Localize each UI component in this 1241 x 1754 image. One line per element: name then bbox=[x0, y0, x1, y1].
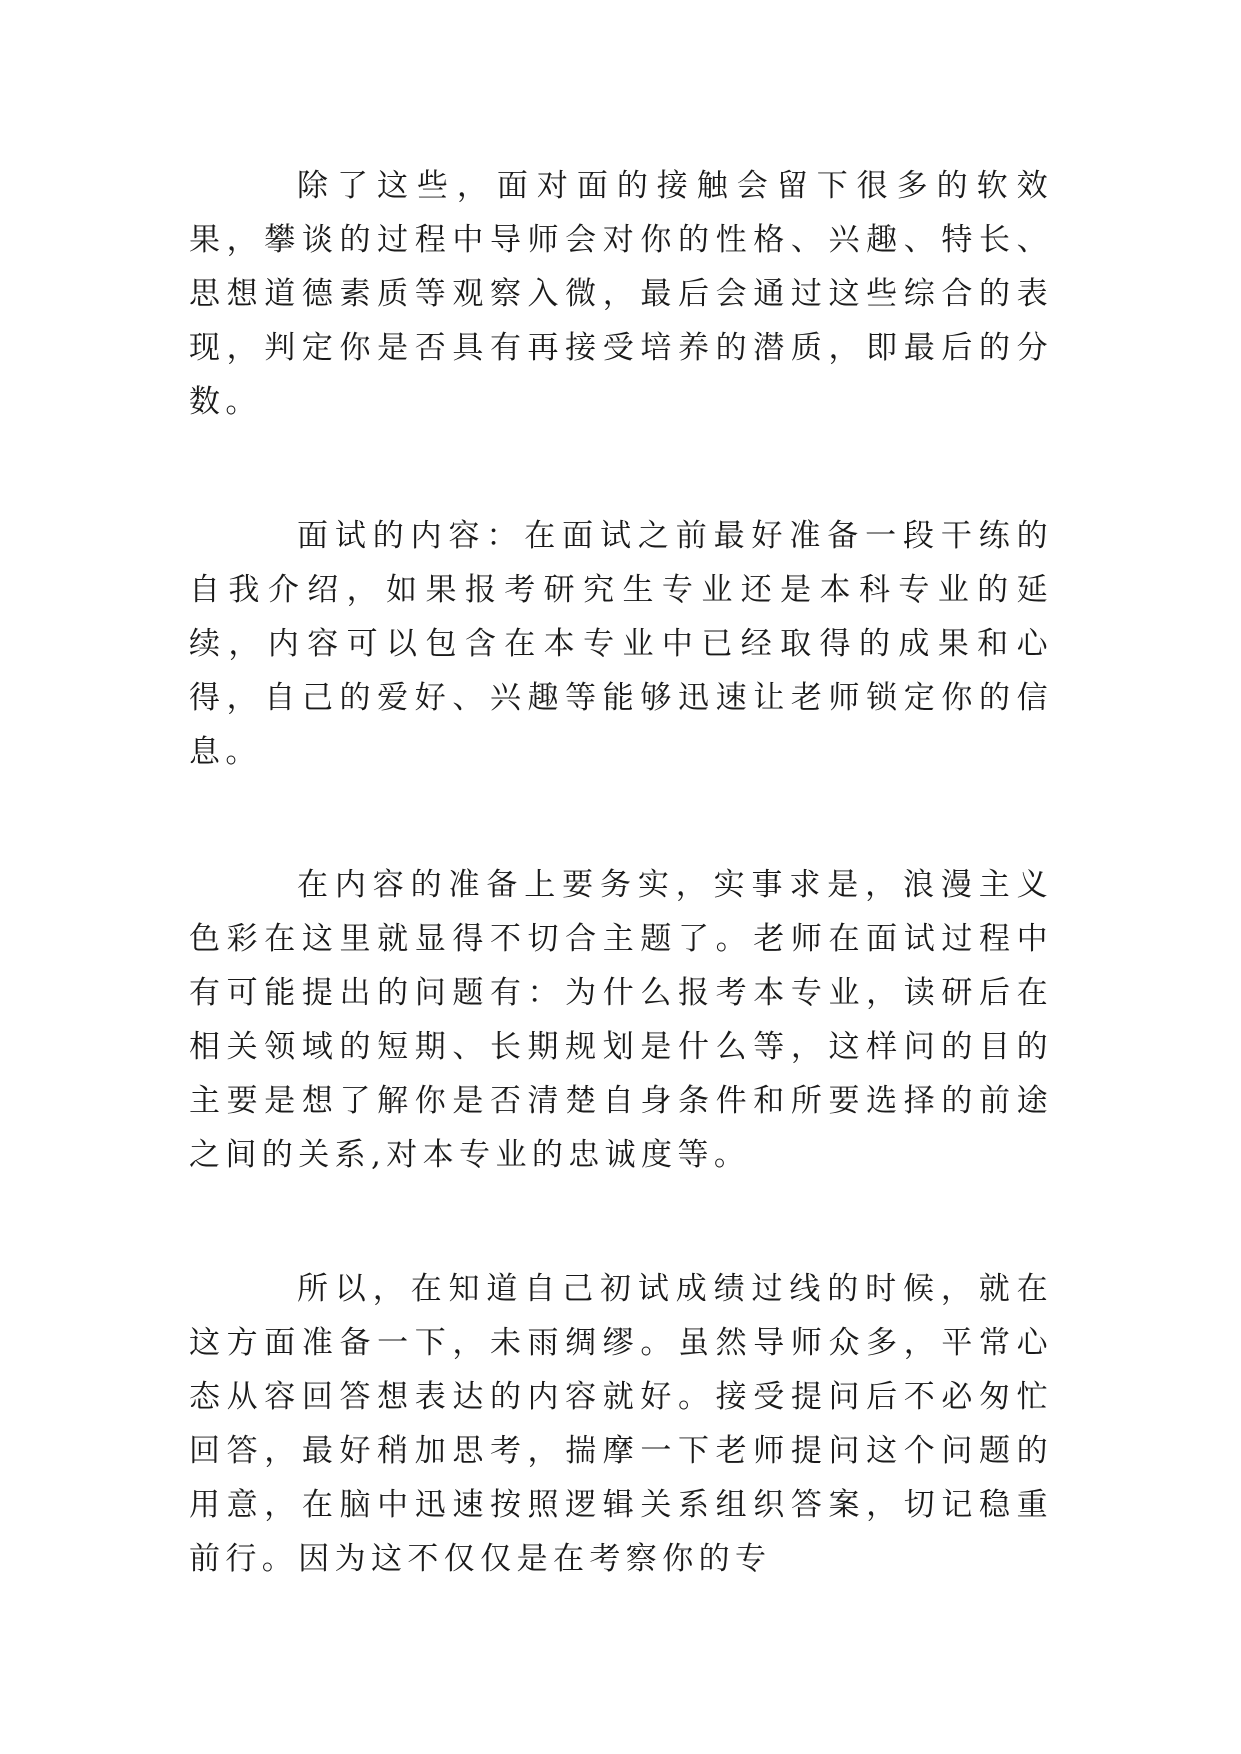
paragraph-3: 在内容的准备上要务实，实事求是，浪漫主义色彩在这里就显得不切合主题了。老师在面试过程中有可能提出的问题有：为什么报考本专业，读研后在相关领域的短期、长期规划是什么等，这样问的目的主要是想了解你是否清楚自身条件和所要选择的前途之间的关系,对本专业的忠诚度等。 bbox=[189, 867, 1053, 1173]
paragraph-4: 所以，在知道自己初试成绩过线的时候，就在这方面准备一下，未雨绸缪。虽然导师众多，平常心态从容回答想表达的内容就好。接受提问后不必匆忙回答，最好稍加思考，揣摩一下老师提问这个问题的用意，在脑中迅速按照逻辑关系组织答案，切记稳重前行。因为这不仅仅是在考察你的专 bbox=[189, 1271, 1053, 1577]
paragraph-2: 面试的内容：在面试之前最好准备一段干练的自我介绍，如果报考研究生专业还是本科专业的延续，内容可以包含在本专业中已经取得的成果和心得，自己的爱好、兴趣等能够迅速让老师锁定你的信息。 bbox=[189, 518, 1053, 770]
paragraph-1: 除了这些，面对面的接触会留下很多的软效果，攀谈的过程中导师会对你的性格、兴趣、特长、思想道德素质等观察入微，最后会通过这些综合的表现，判定你是否具有再接受培养的潜质，即最后的分数。 bbox=[189, 168, 1053, 420]
